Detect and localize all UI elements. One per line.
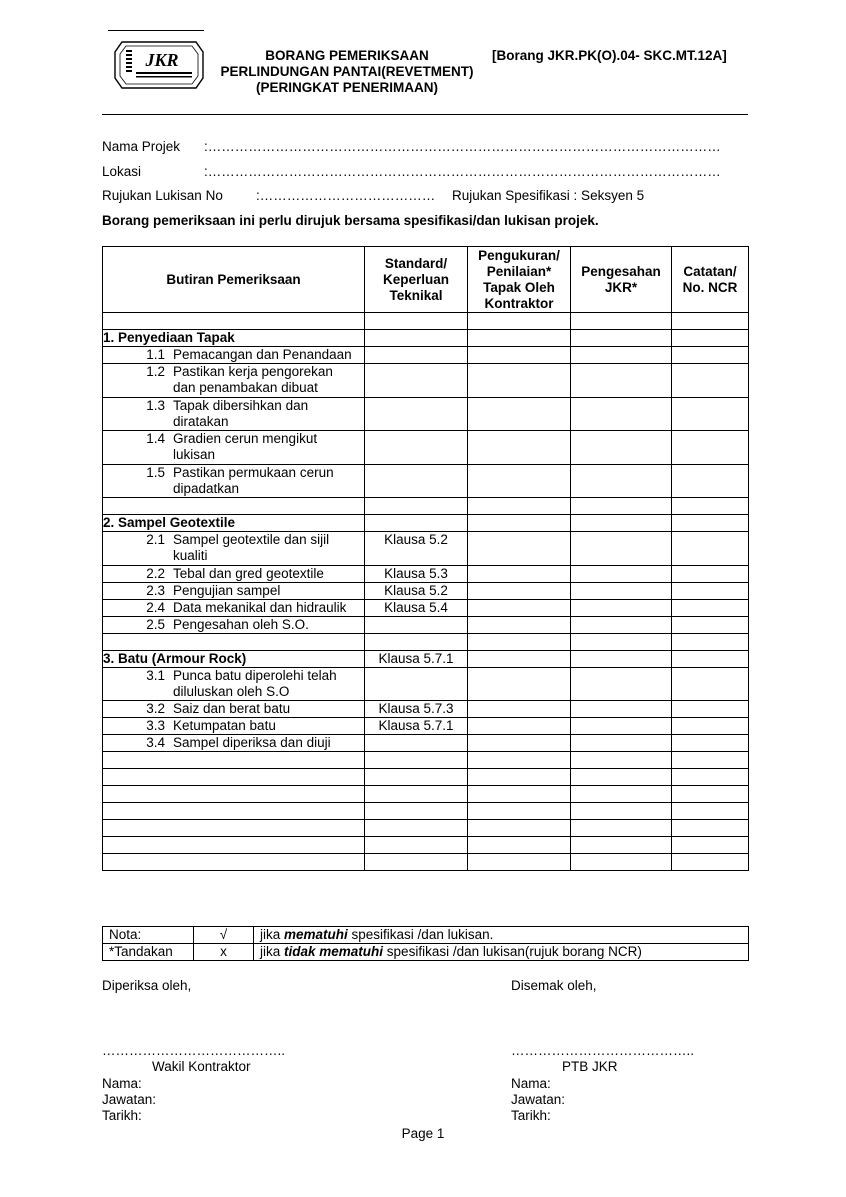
table-row-blank: [103, 854, 749, 871]
item-number: 1.3: [146, 397, 165, 413]
disemak-heading: Disemak oleh,: [511, 978, 597, 993]
butiran-cell: [103, 786, 365, 803]
pengukuran-cell[interactable]: [468, 582, 571, 599]
table-row: [103, 616, 749, 633]
rujukan-spesifikasi: Rujukan Spesifikasi : Seksyen 5: [452, 188, 645, 203]
pengesahan-cell[interactable]: [571, 515, 672, 532]
nota-label: Nota:: [103, 927, 194, 944]
item: [103, 718, 364, 734]
item-number: 3.4: [146, 735, 165, 750]
form-title: [212, 48, 482, 96]
table-row-blank: [103, 769, 749, 786]
left-role: Wakil Kontraktor: [152, 1059, 251, 1074]
table-row: [103, 718, 749, 735]
item: [103, 701, 364, 717]
pengukuran-cell[interactable]: [468, 769, 571, 786]
butiran-cell: [103, 616, 365, 633]
butiran-cell: [103, 752, 365, 769]
item-text: [173, 398, 364, 430]
table-row-blank: [103, 313, 749, 330]
col-header-pengesahan: [571, 247, 672, 313]
title-line-1: BORANG PEMERIKSAAN: [265, 48, 429, 63]
catatan-cell[interactable]: [672, 633, 749, 650]
table-row: [103, 565, 749, 582]
tandakan-label: *Tandakan: [103, 944, 194, 961]
rujukan-lukisan-label: Rujukan Lukisan No: [102, 188, 223, 203]
right-role: PTB JKR: [562, 1059, 618, 1074]
logo-text: JKR: [145, 50, 179, 70]
diperiksa-heading: Diperiksa oleh,: [102, 978, 192, 993]
catatan-cell[interactable]: [672, 667, 749, 701]
standard-cell: Klausa 5.7.1: [365, 718, 468, 735]
pengukuran-cell[interactable]: [468, 786, 571, 803]
pengesahan-cell[interactable]: [571, 735, 672, 752]
pengukuran-cell[interactable]: [468, 397, 571, 431]
butiran-cell: [103, 582, 365, 599]
nota-desc-2-post: spesifikasi /dan lukisan(rujuk borang NCR): [383, 944, 642, 959]
lokasi-field[interactable]: :……………………………………………………………………………………………………: [204, 164, 721, 179]
lokasi-label: Lokasi: [102, 164, 142, 179]
item-text: [173, 431, 364, 463]
standard-cell: [365, 633, 468, 650]
catatan-cell[interactable]: [672, 718, 749, 735]
standard-cell: Klausa 5.2: [365, 532, 468, 566]
standard-cell: [365, 786, 468, 803]
section-title: 1. Penyediaan Tapak: [103, 330, 365, 347]
rujukan-lukisan-field[interactable]: :…………………………………: [256, 188, 436, 203]
pengesahan-cell[interactable]: [571, 364, 672, 398]
butiran-cell: [103, 313, 365, 330]
col-header-standard-text: Standard/ Keperluan Teknikal: [382, 255, 450, 303]
nama-projek-field[interactable]: :……………………………………………………………………………………………………: [204, 139, 721, 154]
standard-cell: Klausa 5.2: [365, 582, 468, 599]
item-number: 1.2: [146, 364, 165, 379]
pengukuran-cell[interactable]: [468, 735, 571, 752]
item: [103, 364, 364, 396]
catatan-cell[interactable]: [672, 582, 749, 599]
item-text: [173, 668, 364, 700]
pengesahan-cell[interactable]: [571, 820, 672, 837]
item-text: [173, 718, 364, 734]
standard-cell: Klausa 5.3: [365, 565, 468, 582]
item-text-line: Pengujian sampel: [173, 582, 281, 598]
left-jawatan: Jawatan:: [102, 1092, 157, 1107]
butiran-cell: [103, 803, 365, 820]
standard-cell: Klausa 5.7.3: [365, 701, 468, 718]
nota-symbol-x: x: [194, 944, 254, 961]
nama-projek-label: Nama Projek: [102, 139, 181, 154]
item-text-line: Pengesahan oleh S.O.: [173, 616, 309, 632]
item-text: [173, 364, 364, 396]
item-number: 3.1: [146, 667, 165, 683]
table-row-blank: [103, 803, 749, 820]
table-row: [103, 532, 749, 566]
pengesahan-cell[interactable]: [571, 786, 672, 803]
item-text-line: Pastikan permukaan cerun: [173, 464, 334, 480]
item-text-line: Pastikan kerja pengorekan: [173, 364, 333, 379]
pengesahan-cell[interactable]: [571, 498, 672, 515]
pengesahan-cell[interactable]: [571, 397, 672, 431]
catatan-cell[interactable]: [672, 397, 749, 431]
pengesahan-cell[interactable]: [571, 701, 672, 718]
col-header-catatan-text: Catatan/ No. NCR: [682, 263, 738, 295]
butiran-cell: [103, 397, 365, 431]
catatan-cell[interactable]: [672, 464, 749, 498]
pengukuran-cell[interactable]: [468, 650, 571, 667]
pengesahan-cell[interactable]: [571, 633, 672, 650]
item: [103, 532, 364, 564]
standard-cell: [365, 803, 468, 820]
butiran-cell: [103, 431, 365, 465]
item-text-line: diratakan: [173, 413, 229, 429]
catatan-cell[interactable]: [672, 347, 749, 364]
pengukuran-cell[interactable]: [468, 803, 571, 820]
pengesahan-cell[interactable]: [571, 718, 672, 735]
catatan-cell[interactable]: [672, 735, 749, 752]
catatan-cell[interactable]: [672, 854, 749, 871]
nota-desc-1-pre: jika: [260, 927, 285, 942]
catatan-cell[interactable]: [672, 820, 749, 837]
pengesahan-cell[interactable]: [571, 667, 672, 701]
nota-row-1: [103, 927, 749, 944]
item: [103, 398, 364, 430]
right-nama: Nama:: [511, 1076, 551, 1091]
item-text: [173, 347, 364, 363]
col-header-butiran-text: Butiran Pemeriksaan: [166, 271, 301, 287]
butiran-cell: [103, 599, 365, 616]
catatan-cell[interactable]: [672, 431, 749, 465]
standard-cell: [365, 837, 468, 854]
item-number: 3.3: [146, 718, 165, 733]
catatan-cell[interactable]: [672, 786, 749, 803]
butiran-cell: [103, 769, 365, 786]
col-header-catatan: [672, 247, 749, 313]
item-text-line: Ketumpatan batu: [173, 718, 276, 733]
form-instruction: Borang pemeriksaan ini perlu dirujuk bersama spesifikasi/dan lukisan projek.: [102, 213, 599, 228]
pengesahan-cell[interactable]: [571, 769, 672, 786]
nota-desc-2-em: tidak mematuhi: [284, 944, 384, 959]
item-text: [173, 566, 364, 582]
item: [103, 566, 364, 582]
item-text-line: Sampel diperiksa dan diuji: [173, 735, 331, 750]
table-row: [103, 347, 749, 364]
catatan-cell[interactable]: [672, 498, 749, 515]
title-line-3: (PERINGKAT PENERIMAAN): [256, 80, 438, 95]
butiran-cell: [103, 718, 365, 735]
item-text: [173, 532, 364, 564]
standard-cell: [365, 735, 468, 752]
item-text-line: Gradien cerun mengikut: [173, 431, 318, 446]
item-text: [173, 465, 364, 497]
pengukuran-cell[interactable]: [468, 752, 571, 769]
jkr-logo: [114, 38, 204, 92]
item-text: [173, 600, 364, 616]
item-number: 2.4: [146, 599, 165, 615]
standard-cell: [365, 616, 468, 633]
pengukuran-cell[interactable]: [468, 820, 571, 837]
catatan-cell[interactable]: [672, 752, 749, 769]
butiran-cell: [103, 820, 365, 837]
butiran-cell: [103, 532, 365, 566]
table-row-section: [103, 515, 749, 532]
inspection-table: [102, 246, 749, 871]
pengukuran-cell[interactable]: [468, 431, 571, 465]
pengesahan-cell[interactable]: [571, 803, 672, 820]
butiran-cell: [103, 364, 365, 398]
pengukuran-cell[interactable]: [468, 565, 571, 582]
standard-cell: Klausa 5.7.1: [365, 650, 468, 667]
section-title: 2. Sampel Geotextile: [103, 515, 365, 532]
item-number: 2.5: [146, 616, 165, 632]
standard-cell: [365, 752, 468, 769]
pengesahan-cell[interactable]: [571, 431, 672, 465]
header-rule: [102, 114, 748, 115]
col-header-pengukuran-text: Pengukuran/ Penilaian* Tapak Oleh Kontraktor: [478, 247, 560, 311]
nota-symbol-check: √: [194, 927, 254, 944]
item-number: 1.4: [146, 431, 165, 446]
page-number: Page 1: [401, 1126, 445, 1141]
standard-cell: [365, 347, 468, 364]
pengesahan-cell[interactable]: [571, 313, 672, 330]
standard-cell: [365, 515, 468, 532]
butiran-cell: [103, 735, 365, 752]
item-text-line: Tapak dibersihkan dan: [173, 397, 309, 413]
catatan-cell[interactable]: [672, 313, 749, 330]
pengesahan-cell[interactable]: [571, 837, 672, 854]
pengukuran-cell[interactable]: [468, 633, 571, 650]
table-row-blank: [103, 752, 749, 769]
catatan-cell[interactable]: [672, 565, 749, 582]
nota-desc-1-post: spesifikasi /dan lukisan.: [347, 927, 494, 942]
catatan-cell[interactable]: [672, 769, 749, 786]
item-text-line: Tebal dan gred geotextile: [173, 565, 324, 581]
table-header-row: [103, 247, 749, 313]
standard-cell: [365, 431, 468, 465]
pengukuran-cell[interactable]: [468, 364, 571, 398]
left-nama: Nama:: [102, 1076, 142, 1091]
item-number: 1.5: [146, 464, 165, 480]
table-row: [103, 735, 749, 752]
pengukuran-cell[interactable]: [468, 616, 571, 633]
catatan-cell[interactable]: [672, 330, 749, 347]
table-row: [103, 582, 749, 599]
item-text-line: dan penambakan dibuat: [173, 380, 318, 395]
table-row-blank: [103, 786, 749, 803]
pengukuran-cell[interactable]: [468, 532, 571, 566]
item: [103, 583, 364, 599]
right-signature-line[interactable]: …………………………………..: [511, 1043, 695, 1058]
item-text-line: lukisan: [173, 447, 216, 462]
item-text: [173, 583, 364, 599]
item-text: [173, 735, 364, 751]
item-text-line: Saiz dan berat batu: [173, 701, 291, 716]
standard-cell: [365, 464, 468, 498]
section-title: 3. Batu (Armour Rock): [103, 650, 365, 667]
form-code: [Borang JKR.PK(O).04- SKC.MT.12A]: [492, 48, 727, 63]
item-text-line: Punca batu diperolehi telah: [173, 667, 337, 683]
standard-cell: [365, 667, 468, 701]
butiran-cell: [103, 464, 365, 498]
table-row: [103, 701, 749, 718]
nota-row-2: [103, 944, 749, 961]
pengesahan-cell[interactable]: [571, 582, 672, 599]
table-row: [103, 431, 749, 465]
pengesahan-cell[interactable]: [571, 752, 672, 769]
butiran-cell: [103, 347, 365, 364]
standard-cell: [365, 313, 468, 330]
pengukuran-cell[interactable]: [468, 718, 571, 735]
pengukuran-cell[interactable]: [468, 464, 571, 498]
table-row-blank: [103, 633, 749, 650]
pengukuran-cell[interactable]: [468, 837, 571, 854]
col-header-pengesahan-text: Pengesahan JKR*: [581, 263, 661, 295]
pengukuran-cell[interactable]: [468, 313, 571, 330]
pengesahan-cell[interactable]: [571, 565, 672, 582]
col-header-standard: [365, 247, 468, 313]
table-row-blank: [103, 498, 749, 515]
item: [103, 431, 364, 463]
pengesahan-cell[interactable]: [571, 854, 672, 871]
nota-desc-2-pre: jika: [260, 944, 285, 959]
butiran-cell: [103, 837, 365, 854]
standard-cell: [365, 820, 468, 837]
pengesahan-cell[interactable]: [571, 330, 672, 347]
pengukuran-cell[interactable]: [468, 515, 571, 532]
butiran-cell: [103, 633, 365, 650]
item-text-line: Sampel geotextile dan sijil: [173, 532, 330, 547]
item-text-line: diluluskan oleh S.O: [173, 683, 290, 699]
pengesahan-cell[interactable]: [571, 616, 672, 633]
standard-cell: [365, 330, 468, 347]
nota-desc-1: [254, 927, 749, 944]
table-row: [103, 464, 749, 498]
item: [103, 735, 364, 751]
pengukuran-cell[interactable]: [468, 330, 571, 347]
item-number: 3.2: [146, 701, 165, 716]
standard-cell: [365, 364, 468, 398]
pengukuran-cell[interactable]: [468, 854, 571, 871]
item-number: 2.3: [146, 582, 165, 598]
item-number: 2.2: [146, 565, 165, 581]
nota-desc-1-em: mematuhi: [284, 927, 348, 942]
table-row: [103, 397, 749, 431]
catatan-cell[interactable]: [672, 364, 749, 398]
nota-desc-2: [254, 944, 749, 961]
table-row: [103, 667, 749, 701]
catatan-cell[interactable]: [672, 803, 749, 820]
table-row-blank: [103, 820, 749, 837]
item: [103, 617, 364, 633]
left-tarikh: Tarikh:: [102, 1108, 142, 1123]
pengukuran-cell[interactable]: [468, 599, 571, 616]
item: [103, 347, 364, 363]
item-text-line: Data mekanikal dan hidraulik: [173, 599, 347, 615]
catatan-cell[interactable]: [672, 837, 749, 854]
pengesahan-cell[interactable]: [571, 464, 672, 498]
nota-table: [102, 926, 749, 961]
item-text-line: dipadatkan: [173, 480, 240, 496]
item: [103, 600, 364, 616]
pengukuran-cell[interactable]: [468, 347, 571, 364]
butiran-cell: [103, 854, 365, 871]
item-text-line: Pemacangan dan Penandaan: [173, 347, 352, 362]
pengukuran-cell[interactable]: [468, 701, 571, 718]
table-row: [103, 364, 749, 398]
catatan-cell[interactable]: [672, 532, 749, 566]
catatan-cell[interactable]: [672, 599, 749, 616]
catatan-cell[interactable]: [672, 701, 749, 718]
right-jawatan: Jawatan:: [511, 1092, 566, 1107]
standard-cell: [365, 769, 468, 786]
table-row-section: [103, 650, 749, 667]
butiran-cell: [103, 701, 365, 718]
butiran-cell: [103, 498, 365, 515]
butiran-cell: [103, 667, 365, 701]
standard-cell: [365, 854, 468, 871]
header-top-rule: [108, 30, 204, 31]
butiran-cell: [103, 565, 365, 582]
item-text-line: kualiti: [173, 548, 208, 563]
catatan-cell[interactable]: [672, 650, 749, 667]
table-row-section: [103, 330, 749, 347]
pengesahan-cell[interactable]: [571, 532, 672, 566]
right-tarikh: Tarikh:: [511, 1108, 551, 1123]
pengesahan-cell[interactable]: [571, 650, 672, 667]
catatan-cell[interactable]: [672, 515, 749, 532]
item-number: 2.1: [146, 532, 165, 547]
pengukuran-cell[interactable]: [468, 667, 571, 701]
table-row-blank: [103, 837, 749, 854]
title-line-2: PERLINDUNGAN PANTAI(REVETMENT): [220, 64, 474, 79]
standard-cell: [365, 498, 468, 515]
item: [103, 465, 364, 497]
pengukuran-cell[interactable]: [468, 498, 571, 515]
item-number: 1.1: [146, 347, 165, 362]
standard-cell: [365, 397, 468, 431]
left-signature-line[interactable]: …………………………………..: [102, 1043, 286, 1058]
item-text: [173, 701, 364, 717]
item-text: [173, 617, 364, 633]
catatan-cell[interactable]: [672, 616, 749, 633]
pengesahan-cell[interactable]: [571, 599, 672, 616]
col-header-butiran: [103, 247, 365, 313]
table-row: [103, 599, 749, 616]
pengesahan-cell[interactable]: [571, 347, 672, 364]
col-header-pengukuran: [468, 247, 571, 313]
standard-cell: Klausa 5.4: [365, 599, 468, 616]
item: [103, 668, 364, 700]
